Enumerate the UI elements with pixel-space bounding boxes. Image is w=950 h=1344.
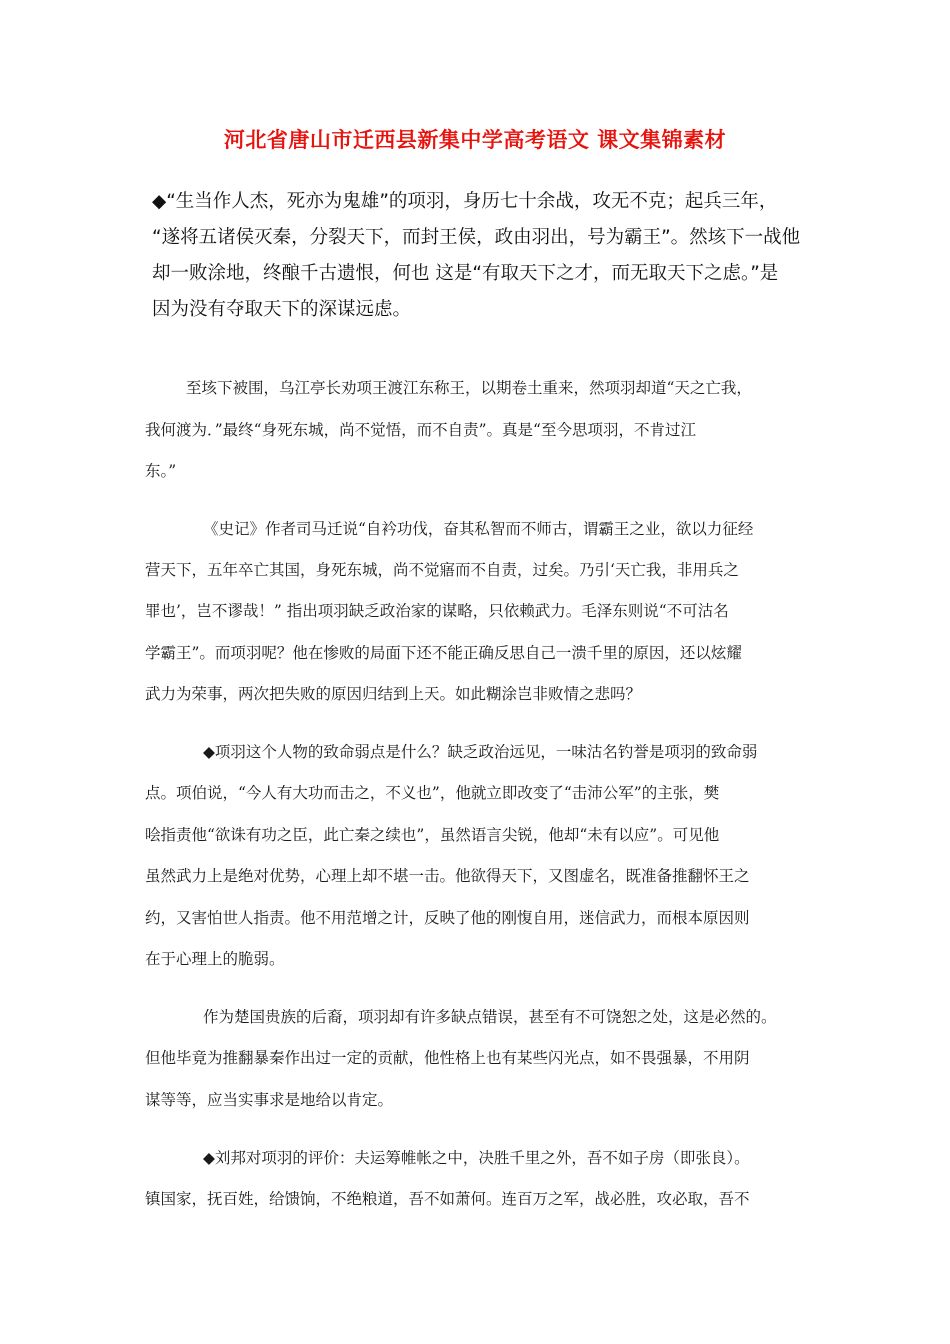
text-line: 罪也’，岂不谬哉！” 指出项羽缺乏政治家的谋略，只依赖武力。毛泽东则说“不可沽名 (145, 602, 729, 620)
text-line: 谋等等，应当实事求是地给以肯定。 (145, 1091, 394, 1109)
text-line: 武力为荣事，两次把失败的原因归结到上天。如此糊涂岂非败情之悲吗？ (145, 685, 642, 703)
text-line: 东。” (145, 462, 177, 480)
intro-line: “遂将五诸侯灭秦，分裂天下，而封王侯，政由羽出，号为霸王”。然垓下一战他 (152, 227, 801, 248)
text-line: 约，又害怕世人指责。他不用范增之计，反映了他的刚愎自用，迷信武力，而根本原因则 (145, 909, 750, 927)
text-line: ◆刘邦对项羽的评价：夫运筹帷帐之中，决胜千里之外，吾不如子房（即张良）。 (203, 1149, 750, 1167)
intro-block (152, 184, 812, 328)
text-line: 《史记》作者司马迁说“自衿功伐，奋其私智而不师古，谓霸王之业，欲以力征经 (203, 520, 754, 538)
text-line: 在于心理上的脆弱。 (145, 950, 285, 968)
text-line: 营天下，五年卒亡其国，身死东城，尚不觉寤而不自责，过矣。乃引‘天亡我，非用兵之 (145, 561, 739, 579)
text-line: 虽然武力上是绝对优势，心理上却不堪一击。他欲得天下，又图虚名，既准备推翻怀王之 (145, 867, 750, 885)
intro-line: 因为没有夺取天下的深谋远虑。 (152, 299, 412, 320)
intro-line: 却一败涂地，终酿千古遗恨，何也 这是“有取天下之才，而无取天下之虑。”是 (152, 263, 779, 284)
text-line: ◆项羽这个人物的致命弱点是什么？缺乏政治远见，一味沽名钓誉是项羽的致命弱 (203, 743, 758, 761)
text-line: 镇国家，抚百姓，给馈饷，不绝粮道，吾不如萧何。连百万之军，战必胜，攻必取，吾不 (145, 1190, 750, 1208)
text-line: 哙指责他“欲诛有功之臣，此亡秦之续也”，虽然语言尖锐，他却“未有以应”。可见他 (145, 826, 720, 844)
page-title: 河北省唐山市迁西县新集中学高考语文 课文集锦素材 (223, 127, 727, 152)
intro-line: ◆“生当作人杰，死亦为鬼雄”的项羽，身历七十余战，攻无不克；起兵三年， (152, 191, 778, 212)
text-line: 点。项伯说，“今人有大功而击之，不义也”，他就立即改变了“击沛公军”的主张，樊 (145, 784, 720, 802)
text-line: 作为楚国贵族的后裔，项羽却有许多缺点错误，甚至有不可饶恕之处，这是必然的。 (203, 1008, 777, 1026)
text-line: 我何渡为．”最终“身死东城，尚不觉悟，而不自责”。真是“至今思项羽，不肯过江 (145, 421, 696, 439)
text-line: 至垓下被围，乌江亭长劝项王渡江东称王，以期卷土重来，然项羽却道“天之亡我， (186, 379, 752, 397)
text-line: 但他毕竟为推翻暴秦作出过一定的贡献，他性格上也有某些闪光点，如不畏强暴，不用阴 (145, 1049, 750, 1067)
text-line: 学霸王”。而项羽呢？他在惨败的局面下还不能正确反思自己一溃千里的原因，还以炫耀 (145, 644, 742, 662)
